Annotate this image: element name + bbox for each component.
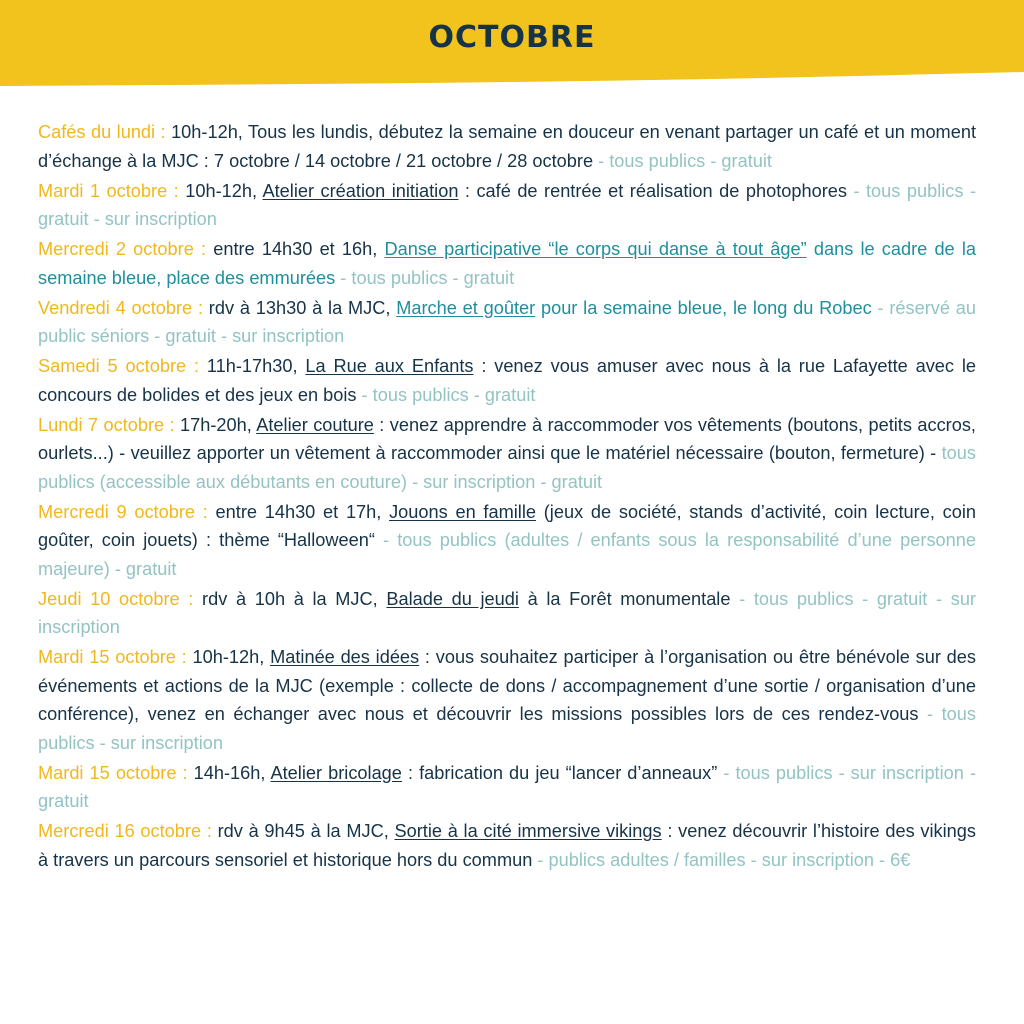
event-description: à la Forêt monumentale: [518, 588, 731, 609]
event-audience: tous publics (accessible aux débutants en couture) - sur inscription - gratuit: [38, 443, 976, 492]
event-audience: - publics adultes / familles - sur inscription - 6€: [532, 849, 911, 870]
event-details: 10h-12h, Tous les lundis, débutez la semaine en douceur en venant partager un café et un moment d’échange à la MJC : 7 octobre / 14 octobre / 21 octobre / 28 octobre: [38, 122, 976, 171]
event-date: Lundi 7 octobre :: [38, 414, 181, 435]
event-date: Mercredi 16 octobre :: [38, 821, 218, 841]
event-date: Jeudi 10 octobre :: [38, 588, 203, 609]
event-audience: - tous publics (adultes / enfants sous la responsabilité d’une personne majeure) - gratuit: [38, 530, 977, 579]
event-details: 14h-16h,: [193, 762, 271, 783]
event-link[interactable]: Matinée des idées: [270, 647, 420, 667]
event-details: rdv à 9h45 à la MJC,: [217, 821, 395, 841]
event-description: (jeux de société, stands d’activité, coin lecture, coin goûter, coin jouets) : thème “Halloween“: [38, 501, 976, 550]
event-link[interactable]: Atelier couture: [256, 414, 374, 435]
event-item: [38, 498, 976, 584]
event-date: Mercredi 9 octobre :: [38, 501, 216, 522]
event-description: pour la semaine bleue, le long du Robec: [535, 297, 872, 318]
event-link[interactable]: Marche et goûter: [396, 297, 536, 318]
event-item: [38, 118, 976, 175]
event-audience: - réservé au public séniors - gratuit - sur inscription: [38, 297, 977, 346]
event-date: Mardi 15 octobre :: [38, 762, 194, 783]
event-date: Cafés du lundi :: [38, 122, 172, 142]
event-description: : fabrication du jeu “lancer d’anneaux”: [401, 762, 718, 783]
event-audience: - tous publics - gratuit: [593, 150, 772, 171]
event-item: [38, 352, 976, 409]
event-date: Samedi 5 octobre :: [38, 356, 207, 376]
event-item: [38, 294, 976, 351]
event-description: : venez découvrir l’histoire des vikings à travers un parcours sensoriel et historique hors du commun: [38, 821, 976, 870]
event-item: [38, 585, 976, 642]
event-details: entre 14h30 et 17h,: [215, 501, 390, 522]
event-list: [38, 118, 976, 876]
event-date: Mardi 15 octobre :: [38, 647, 193, 667]
event-details: rdv à 13h30 à la MJC,: [208, 297, 397, 318]
event-link[interactable]: La Rue aux Enfants: [305, 356, 474, 376]
event-details: entre 14h30 et 16h,: [213, 239, 385, 259]
event-details: rdv à 10h à la MJC,: [202, 588, 387, 609]
event-item: [38, 235, 976, 292]
event-item: [38, 643, 976, 757]
event-link[interactable]: Sortie à la cité immersive vikings: [394, 821, 662, 841]
event-audience: - tous publics - gratuit: [335, 267, 515, 288]
event-description: dans le cadre de la semaine bleue, place des emmurées: [38, 239, 976, 288]
page-title: OCTOBRE: [428, 20, 596, 55]
event-item: [38, 177, 976, 234]
event-details: 17h-20h,: [180, 414, 257, 435]
event-details: 10h-12h,: [185, 180, 263, 201]
event-item: [38, 817, 976, 874]
event-audience: - tous publics - sur inscription: [38, 704, 976, 753]
event-details: 10h-12h,: [192, 647, 271, 667]
event-link[interactable]: Atelier création initiation: [262, 180, 459, 201]
event-date: Vendredi 4 octobre :: [38, 297, 209, 318]
event-link[interactable]: Jouons en famille: [389, 501, 536, 522]
event-description: : venez apprendre à raccommoder vos vêtements (boutons, petits accros, ourlets...) - veuillez apporter un vêtement à raccommoder ainsi que le matériel nécessaire (bouton, fermeture) -: [38, 414, 976, 463]
event-item: [38, 759, 976, 816]
event-link[interactable]: Atelier bricolage: [270, 762, 402, 783]
event-description: : venez vous amuser avec nous à la rue Lafayette avec le concours de bolides et des jeux en bois: [38, 356, 977, 405]
event-audience: - tous publics - gratuit: [356, 384, 536, 405]
header-banner: [0, 0, 1024, 90]
event-link[interactable]: Balade du jeudi: [386, 588, 519, 609]
event-description: : café de rentrée et réalisation de photophores: [458, 180, 847, 201]
event-date: Mercredi 2 octobre :: [38, 239, 214, 259]
event-item: [38, 411, 976, 497]
event-audience: - tous publics - gratuit - sur inscription: [38, 180, 976, 229]
event-audience: - tous publics - sur inscription - gratuit: [38, 762, 976, 811]
event-audience: - tous publics - gratuit - sur inscription: [38, 588, 976, 637]
event-date: Mardi 1 octobre :: [38, 180, 186, 201]
event-description: : vous souhaitez participer à l’organisation ou être bénévole sur des événements et actions de la MJC (exemple : collecte de dons / accompagnement d’une sortie / organisation d’une conférence), venez en échanger avec nous et découvrir les missions possibles lors de ces rendez-vous: [38, 647, 977, 724]
event-details: 11h-17h30,: [206, 356, 306, 376]
event-link[interactable]: Danse participative “le corps qui danse à tout âge”: [384, 239, 807, 259]
